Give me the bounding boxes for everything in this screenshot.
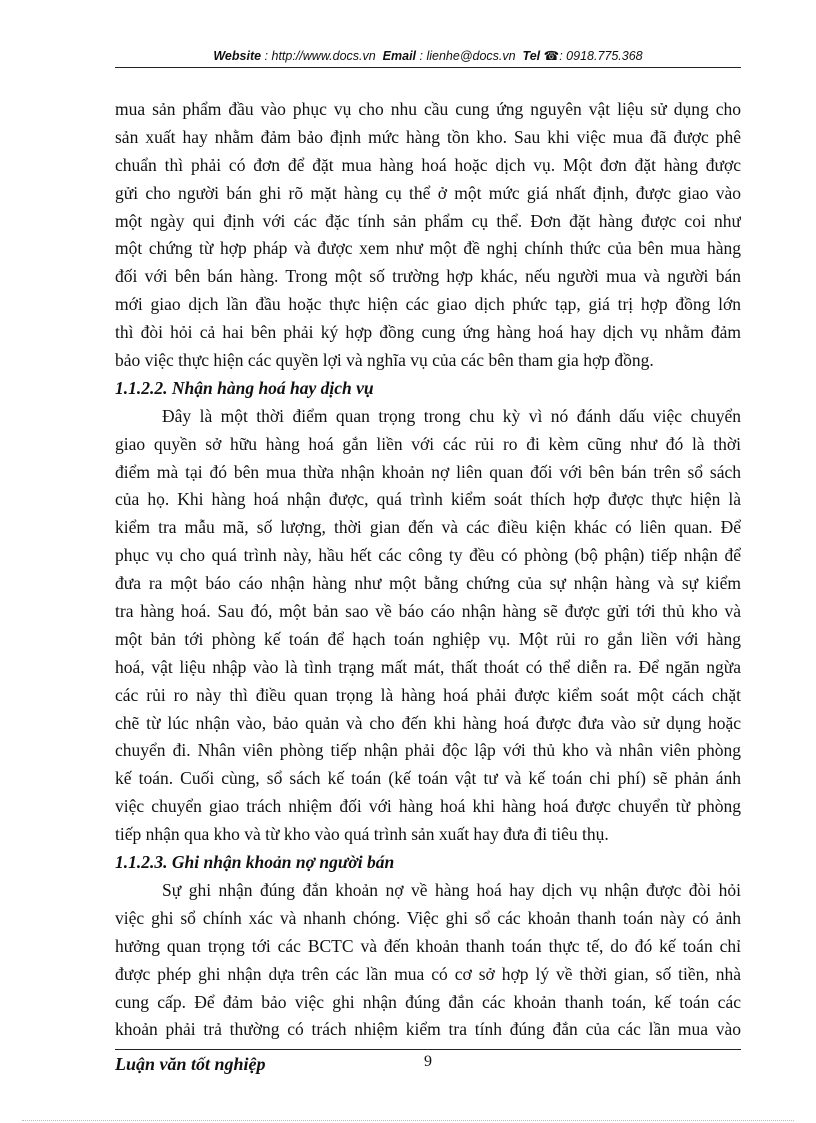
section-heading-1-1-2-3: 1.1.2.3. Ghi nhận khoản nợ người bán <box>115 852 395 873</box>
text-line: một ngày qui định với các đặc tính sản phẩm cụ thể. Đơn đặt hàng được coi như <box>115 210 741 231</box>
website-label: Website <box>213 49 262 63</box>
text-line: hưởng quan trọng tới các BCTC và đến khoản thanh toán thực tế, do đó kế toán chỉ <box>115 935 741 956</box>
text-line: một bản tới phòng kế toán để hạch toán nghiệp vụ. Một rủi ro gắn liền với hàng <box>115 628 741 649</box>
text-line: Đây là một thời điểm quan trọng trong chu kỳ vì nó đánh dấu việc chuyển <box>162 405 741 426</box>
text-line: các rủi ro này thì điều quan trọng là hàng hoá phải được kiểm soát một cách chặt <box>115 684 741 705</box>
phone-icon: ☎ <box>543 49 560 63</box>
text-line: cung cấp. Để đảm bảo việc ghi nhận đúng đắn các khoản thanh toán, kế toán các <box>115 991 741 1012</box>
text-line: Sự ghi nhận đúng đắn khoản nợ về hàng hoá hay dịch vụ nhận được đòi hỏi <box>162 879 741 900</box>
text-line: việc chuyển giao trách nhiệm đối với hàng hoá khi hàng hoá được chuyển từ phòng <box>115 796 741 817</box>
text-line: sản xuất hay nhằm đảm bảo định mức hàng tồn kho. Sau khi việc mua đã được phê <box>115 126 741 147</box>
text-line: đưa ra một báo cáo nhận hàng như một bằng chứng của sự nhận hàng và sự kiểm <box>115 573 741 594</box>
text-line: phục vụ cho quá trình này, hầu hết các công ty đều có phòng (bộ phận) tiếp nhận để <box>115 545 741 566</box>
text-line: chuẩn thì phải có đơn để đặt mua hàng hoá hoặc dịch vụ. Một đơn đặt hàng được <box>115 154 741 175</box>
website-value: : http://www.docs.vn <box>264 49 376 63</box>
tel-value: : 0918.775.368 <box>559 49 643 63</box>
section-heading-1-1-2-2: 1.1.2.2. Nhận hàng hoá hay dịch vụ <box>115 377 374 398</box>
text-line: gửi cho người bán ghi rõ mặt hàng cụ thể ở một mức giá nhất định, được giao vào <box>115 182 741 203</box>
text-line: một chứng từ hợp pháp và được xem như một đề nghị chính thức của bên mua hàng <box>115 238 741 259</box>
text-line: chẽ từ lúc nhận vào, bảo quản và cho đến khi hàng hoá được đưa vào sử dụng hoặc <box>115 712 741 733</box>
text-line: giao quyền sở hữu hàng hoá gắn liền với các rủi ro đi kèm cũng như đó là thời <box>115 433 741 454</box>
text-line: của họ. Khi hàng hoá nhận được, quá trình kiểm soát thích hợp được thực hiện là <box>115 489 741 510</box>
text-line: bảo việc thực hiện các quyền lợi và nghĩa vụ của các bên tham gia hợp đồng. <box>115 350 654 371</box>
text-line: đối với bên bán hàng. Trong một số trường hợp khác, nếu người mua và người bán <box>115 266 741 287</box>
text-line: mua sản phẩm đầu vào phục vụ cho nhu cầu cung ứng nguyên vật liệu sử dụng cho <box>115 99 741 119</box>
tel-label: Tel <box>522 49 541 63</box>
footer-divider <box>115 1049 741 1050</box>
text-line: kiểm tra mẫu mã, số lượng, thời gian đến và các điều kiện khác có liên quan. Để <box>115 517 741 538</box>
text-line: hoá, vật liệu nhập vào là tình trạng mất mát, thất thoát có thể diễn ra. Để ngăn ngừa <box>115 656 741 677</box>
paragraph-1 <box>115 96 741 375</box>
text-line: được phép ghi nhận dựa trên các lần mua có cơ sở hợp lý về thời gian, số tiền, nhà <box>115 963 741 984</box>
text-line: chuyển đi. Nhân viên phòng tiếp nhận phải độc lập với thủ kho và nhân viên phòng <box>115 740 741 761</box>
email-value: : lienhe@docs.vn <box>419 49 516 63</box>
text-line: việc ghi sổ chính xác và nhanh chóng. Việc ghi sổ các khoản thanh toán này có ảnh <box>115 907 741 928</box>
text-line: điểm mà tại đó bên mua thừa nhận khoản nợ liên quan đối với bên bán trên sổ sách <box>115 461 741 482</box>
text-line: kế toán. Cuối cùng, sổ sách kế toán (kế toán vật tư và kế toán chi phí) sẽ phản ánh <box>115 768 741 789</box>
document-body <box>115 96 741 1044</box>
text-line: tra hàng hoá. Sau đó, một bản sao về báo cáo nhận hàng sẽ được gửi tới thủ kho và <box>115 601 741 622</box>
page-header <box>115 47 741 65</box>
page-number: 9 <box>424 1053 432 1070</box>
paragraph-2 <box>115 403 741 849</box>
page-bottom-border <box>22 1120 794 1121</box>
text-line: mới giao dịch lần đầu hoặc thực hiện các giao dịch phức tạp, giá trị hợp đồng lớn <box>115 294 741 315</box>
text-line: thì đòi hỏi cả hai bên phải ký hợp đồng cung ứng hàng hoá hay dịch vụ nhằm đảm <box>115 322 741 343</box>
paragraph-3 <box>115 877 741 1044</box>
text-line: tiếp nhận qua kho và từ kho vào quá trình sản xuất hay đưa đi tiêu thụ. <box>115 824 609 845</box>
header-divider <box>115 67 741 68</box>
text-line: khoản phải trả thường có trách nhiệm kiểm tra tính đúng đắn của các lần mua vào <box>115 1019 741 1040</box>
footer-title: Luận văn tốt nghiệp <box>115 1054 266 1074</box>
email-label: Email <box>382 49 417 63</box>
